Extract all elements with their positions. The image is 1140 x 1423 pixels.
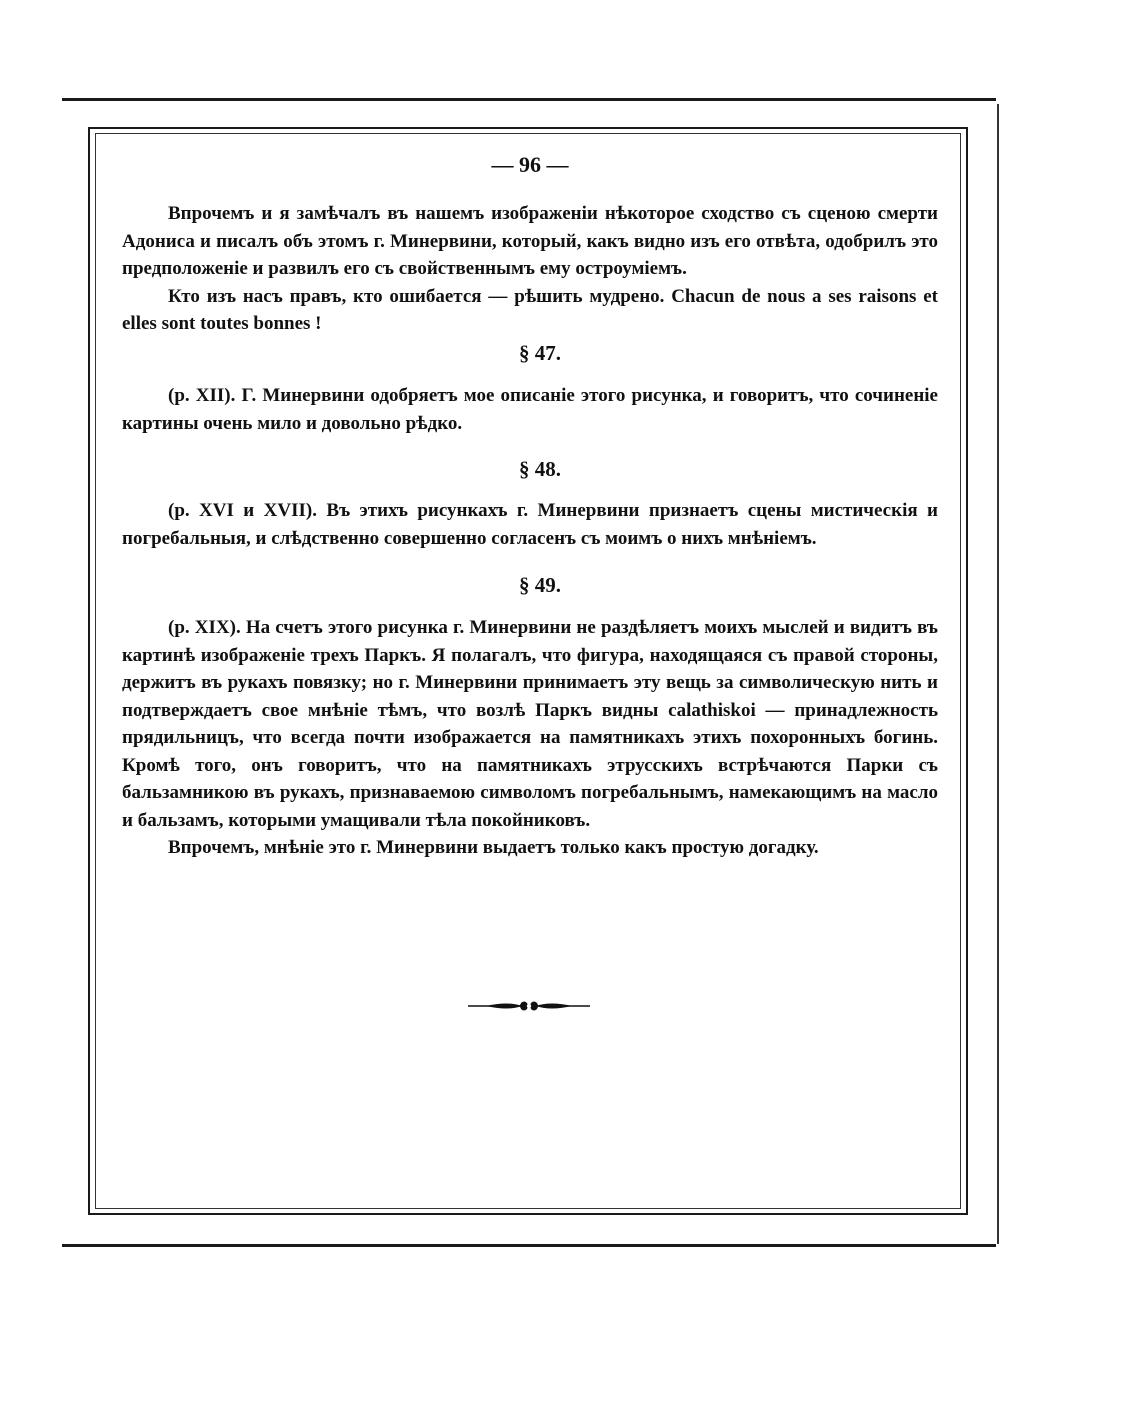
intro-block xyxy=(122,200,938,338)
section-heading-47: § 47. xyxy=(519,341,561,365)
paragraph: Впрочемъ и я замѣчалъ въ нашемъ изображеніи нѣкоторое сходство съ сценою смерти Адониса и писалъ объ этомъ г. Минервини, который, какъ видно изъ его отвѣта, одобрилъ это предположеніе и развилъ его съ свойственнымъ ему остроуміемъ. xyxy=(122,203,938,279)
section-47-body xyxy=(122,382,938,437)
section-heading-49: § 49. xyxy=(519,573,561,597)
tailpiece-ornament-icon xyxy=(466,996,592,1016)
paragraph: (p. XII). Г. Минервини одобряетъ мое описаніе этого рисунка, и говоритъ, что сочиненіе картины очень мило и довольно рѣдко. xyxy=(122,385,938,434)
page-edge-line xyxy=(997,104,999,1244)
top-rule xyxy=(62,98,996,101)
paragraph: (p. XVI и XVII). Въ этихъ рисункахъ г. Минервини признаетъ сцены мистическія и погребальныя, и слѣдственно совершенно согласенъ съ моимъ о нихъ мнѣніемъ. xyxy=(122,500,938,549)
paragraph: Впрочемъ, мнѣніе это г. Минервини выдаетъ только какъ простую догадку. xyxy=(168,837,819,858)
section-heading-48: § 48. xyxy=(519,457,561,481)
paragraph: Кто изъ насъ правъ, кто ошибается — рѣшить мудрено. Chacun de nous a ses raisons et elles sont toutes bonnes ! xyxy=(122,285,938,334)
page-number: — 96 — xyxy=(491,152,569,177)
section-49-body xyxy=(122,614,938,862)
paragraph: (p. XIX). На счетъ этого рисунка г. Минервини не раздѣляетъ моихъ мыслей и видитъ въ картинѣ изображеніе трехъ Паркъ. Я полагалъ, что фигура, находящаяся съ правой стороны, держитъ въ рукахъ повязку; но г. Минервини принимаетъ эту вещь за символическую нить и подтверждаетъ свое мнѣніе тѣмъ, что возлѣ Паркъ видны calathiskoi — принадлежность прядильницъ, что всегда почти изображается на памятникахъ этихъ похоронныхъ богинь. Кромѣ того, онъ говоритъ, что на памятникахъ этрусскихъ встрѣчаются Парки съ бальзамникою въ рукахъ, признаваемою символомъ погребальнымъ, намекающимъ на масло и бальзамъ, которыми умащивали тѣла покойниковъ. xyxy=(122,617,938,831)
section-48-body xyxy=(122,497,938,552)
bottom-rule xyxy=(62,1244,996,1247)
